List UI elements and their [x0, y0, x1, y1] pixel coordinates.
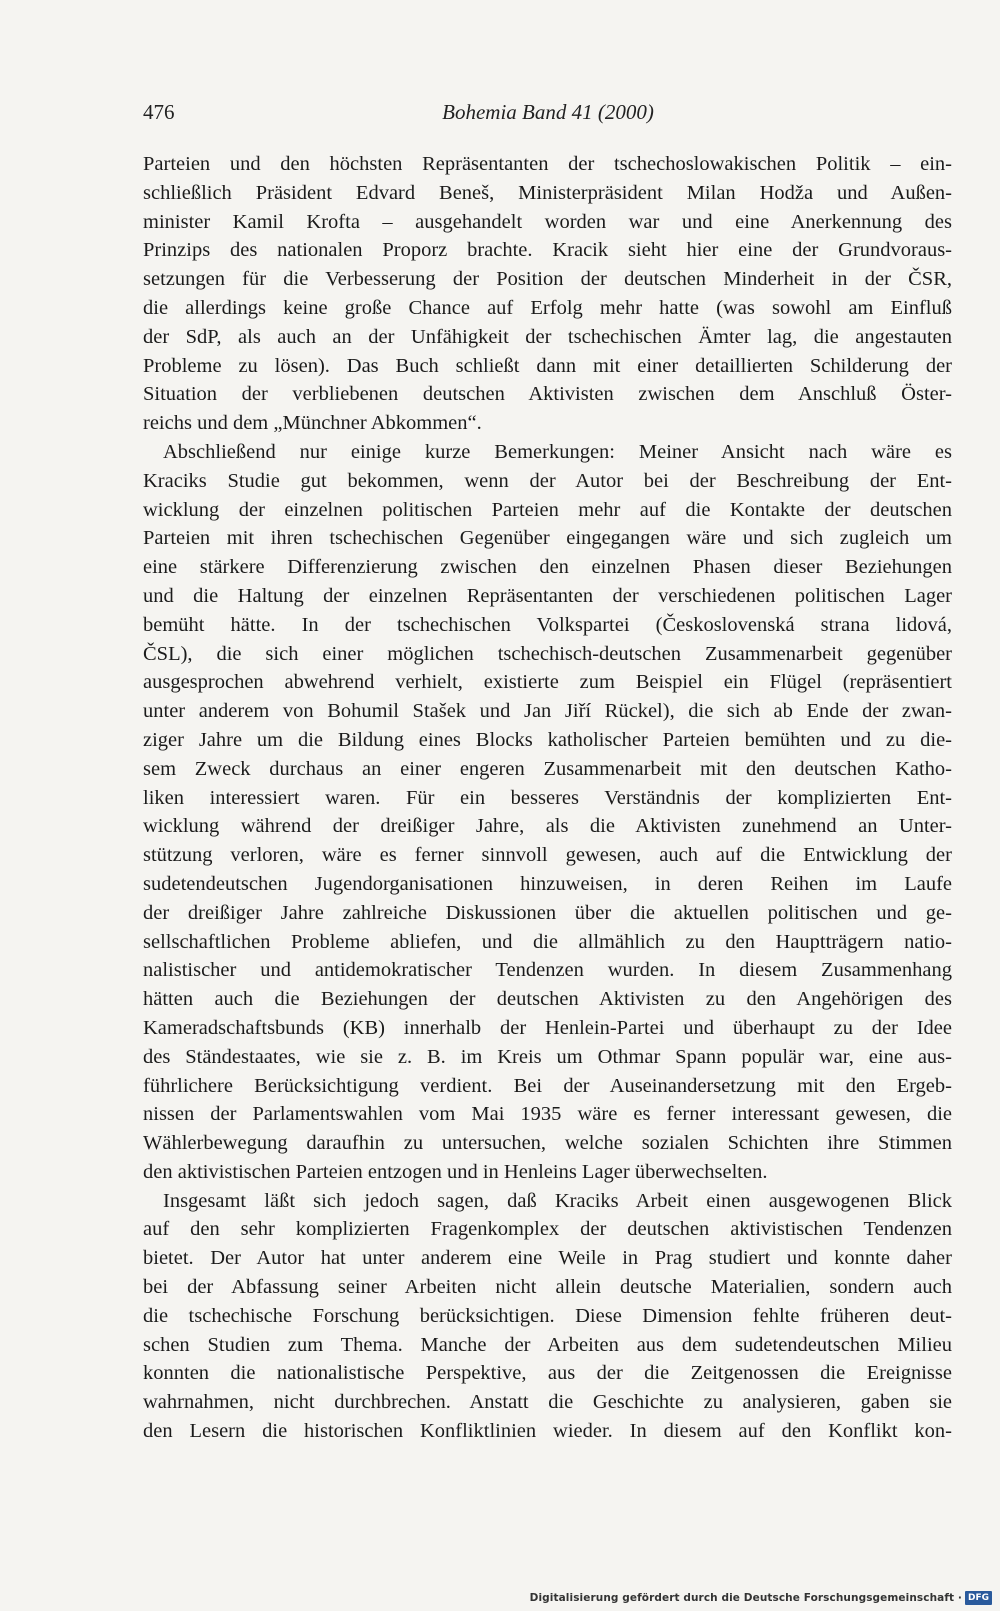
text-line: Probleme zu lösen). Das Buch schließt dann mit einer detaillierten Schilderung der	[143, 354, 952, 377]
text-line: stützung verloren, wäre es ferner sinnvoll gewesen, auch auf die Entwicklung der	[143, 844, 952, 867]
text-line: Abschließend nur einige kurze Bemerkungen: Meiner Ansicht nach wäre es	[163, 440, 952, 463]
footer-credit: Digitalisierung gefördert durch die Deutsche Forschungsgemeinschaft ·	[529, 1592, 962, 1604]
text-line: konnten die nationalistische Perspektive, aus der die Zeitgenossen die Ereignisse	[143, 1362, 952, 1385]
text-line: Kameradschaftsbunds (KB) innerhalb der Henlein-Partei und überhaupt zu der Idee	[143, 1016, 952, 1039]
text-line: sellschaftlichen Probleme abliefen, und die allmählich zu den Hauptträgern natio-	[143, 930, 952, 953]
text-line: führlichere Berücksichtigung verdient. Bei der Auseinandersetzung mit den Ergeb-	[143, 1074, 952, 1097]
text-line: ČSL), die sich einer möglichen tschechisch-deutschen Zusammenarbeit gegenüber	[143, 642, 952, 665]
text-line: Situation der verbliebenen deutschen Aktivisten zwischen dem Anschluß Öster-	[143, 383, 952, 406]
text-line: wicklung der einzelnen politischen Parteien mehr auf die Kontakte der deutschen	[143, 498, 952, 521]
page-number: 476	[143, 100, 175, 124]
text-line: nissen der Parlamentswahlen vom Mai 1935 wäre es ferner interessant gewesen, die	[143, 1103, 952, 1126]
text-line: reichs und dem „Münchner Abkommen“.	[143, 412, 482, 435]
text-line: bietet. Der Autor hat unter anderem eine Weile in Prag studiert und konnte daher	[143, 1247, 952, 1270]
text-line: bei der Abfassung seiner Arbeiten nicht allein deutsche Materialien, sondern auch	[143, 1276, 952, 1299]
text-line: des Ständestaates, wie sie z. B. im Kreis um Othmar Spann populär war, eine aus-	[143, 1045, 952, 1068]
text-line: ziger Jahre um die Bildung eines Blocks katholischer Parteien bemühten und zu die-	[143, 728, 952, 751]
text-line: auf den sehr komplizierten Fragenkomplex der deutschen aktivistischen Tendenzen	[143, 1218, 952, 1241]
text-line: sudetendeutschen Jugendorganisationen hinzuweisen, in deren Reihen im Laufe	[143, 872, 952, 895]
text-line: liken interessiert waren. Für ein besseres Verständnis der komplizierten Ent-	[143, 786, 952, 809]
text-line: wicklung während der dreißiger Jahre, als die Aktivisten zunehmend an Unter-	[143, 815, 952, 838]
dfg-logo-icon: DFG	[965, 1591, 992, 1605]
text-line: setzungen für die Verbesserung der Position der deutschen Minderheit in der ČSR,	[143, 268, 952, 291]
text-line: der SdP, als auch an der Unfähigkeit der tschechischen Ämter lag, die angestauten	[143, 325, 952, 348]
text-line: nalistischer und antidemokratischer Tendenzen wurden. In diesem Zusammenhang	[143, 959, 952, 982]
text-line: Parteien mit ihren tschechischen Gegenüber eingegangen wäre und sich zugleich um	[143, 527, 952, 550]
text-line: den aktivistischen Parteien entzogen und in Henleins Lager überwechselten.	[143, 1160, 768, 1183]
text-line: und die Haltung der einzelnen Repräsentanten der verschiedenen politischen Lager	[143, 584, 952, 607]
text-line: Insgesamt läßt sich jedoch sagen, daß Kraciks Arbeit einen ausgewogenen Blick	[163, 1189, 952, 1212]
text-line: der dreißiger Jahre zahlreiche Diskussionen über die aktuellen politischen und ge-	[143, 901, 952, 924]
page-header	[143, 98, 953, 130]
text-line: sem Zweck durchaus an einer engeren Zusammenarbeit mit den deutschen Katho-	[143, 757, 952, 780]
text-line: ausgesprochen abwehrend verhielt, existierte zum Beispiel ein Flügel (repräsentiert	[143, 671, 952, 694]
text-line: unter anderem von Bohumil Stašek und Jan Jiří Rückel), die sich ab Ende der zwan-	[143, 700, 952, 723]
body-text	[143, 150, 952, 1446]
text-line: hätten auch die Beziehungen der deutschen Aktivisten zu den Angehörigen des	[143, 988, 952, 1011]
text-line: bemüht hätte. In der tschechischen Volkspartei (Československá strana lidová,	[143, 613, 952, 636]
text-line: wahrnahmen, nicht durchbrechen. Anstatt die Geschichte zu analysieren, gaben sie	[143, 1391, 952, 1414]
text-line: Wählerbewegung daraufhin zu untersuchen, welche sozialen Schichten ihre Stimmen	[143, 1132, 952, 1155]
text-line: minister Kamil Krofta – ausgehandelt worden war und eine Anerkennung des	[143, 210, 952, 233]
text-line: die tschechische Forschung berücksichtigen. Diese Dimension fehlte früheren deut-	[143, 1304, 952, 1327]
running-head: Bohemia Band 41 (2000)	[442, 100, 654, 124]
text-line: Kraciks Studie gut bekommen, wenn der Autor bei der Beschreibung der Ent-	[143, 469, 952, 492]
text-line: Parteien und den höchsten Repräsentanten der tschechoslowakischen Politik – ein-	[143, 153, 952, 175]
text-line: die allerdings keine große Chance auf Erfolg mehr hatte (was sowohl am Einfluß	[143, 296, 952, 319]
digitization-footer	[530, 1589, 992, 1607]
text-line: schen Studien zum Thema. Manche der Arbeiten aus dem sudetendeutschen Milieu	[143, 1333, 952, 1356]
text-line: den Lesern die historischen Konfliktlinien wieder. In diesem auf den Konflikt kon-	[143, 1420, 952, 1443]
text-line: schließlich Präsident Edvard Beneš, Ministerpräsident Milan Hodža und Außen-	[143, 181, 952, 204]
text-line: eine stärkere Differenzierung zwischen den einzelnen Phasen dieser Beziehungen	[143, 556, 952, 579]
text-line: Prinzips des nationalen Proporz brachte. Kracik sieht hier eine der Grundvoraus-	[143, 239, 952, 262]
